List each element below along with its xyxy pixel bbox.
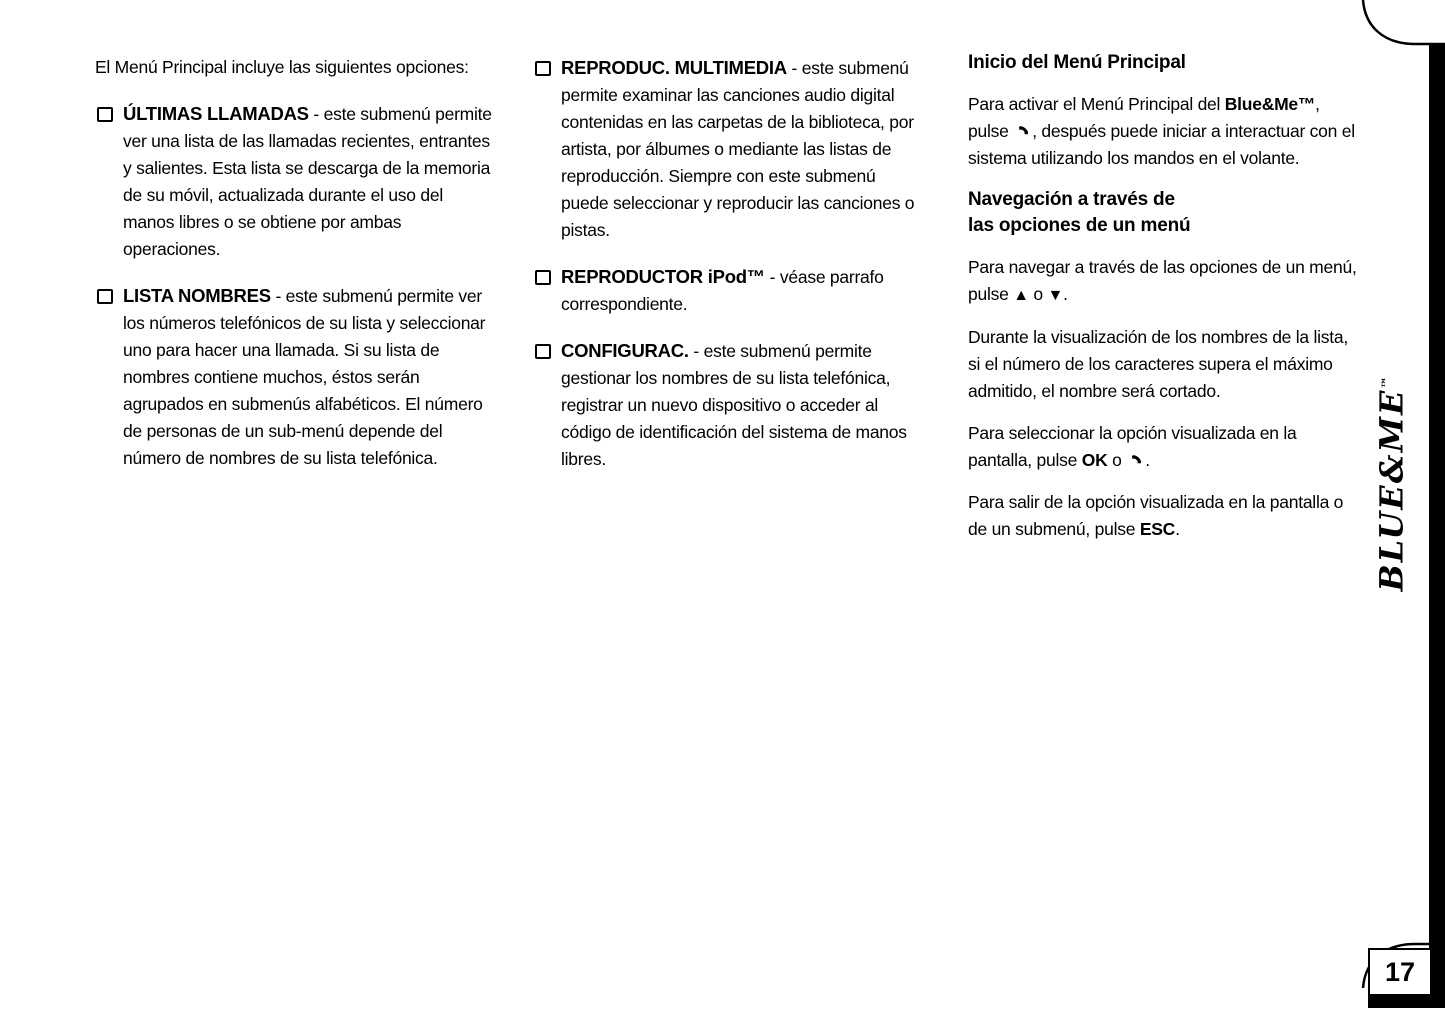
item-body: este submenú permite ver una lista de las llamadas recientes, entrantes y salientes. Esta lista se descarga de la memoria de su móvil, actualizada durante el uso del manos libres o se obtiene por ambas operaciones. bbox=[123, 104, 492, 259]
text-run: o bbox=[1028, 284, 1048, 304]
list-item-reproduc-multimedia bbox=[533, 54, 925, 244]
item-separator: - bbox=[308, 104, 324, 124]
tab-top-curve bbox=[1353, 0, 1445, 48]
paragraph-activar bbox=[968, 91, 1360, 172]
paragraph-seleccionar bbox=[968, 420, 1360, 474]
item-body: este submenú permite examinar las canciones audio digital contenidas en las carpetas de la biblioteca, por artista, por álbumes o mediante las listas de reproducción. Siempre con este submenú puede seleccionar y reproducir las canciones o pistas. bbox=[561, 58, 915, 240]
tab-brand-text: BLUE&ME bbox=[1372, 388, 1411, 592]
heading-line: Navegación a través de bbox=[968, 189, 1175, 210]
square-bullet-icon bbox=[97, 107, 113, 122]
text-run: , después puede iniciar a interactuar con el sistema utilizando los mandos en el volante. bbox=[968, 121, 1355, 168]
text-run: Para navegar a través de las opciones de un menú, pulse bbox=[968, 257, 1357, 304]
square-bullet-icon bbox=[535, 61, 551, 76]
chapter-tab-label bbox=[1372, 377, 1410, 592]
intro-paragraph: El Menú Principal incluye las siguientes opciones: bbox=[95, 57, 469, 77]
list-item-configurac bbox=[533, 337, 925, 473]
section-heading-navegacion bbox=[968, 187, 1360, 239]
square-bullet-icon bbox=[535, 270, 551, 285]
text-run: o bbox=[1107, 450, 1127, 470]
phone-key-icon bbox=[1127, 452, 1144, 469]
edge-black-bar bbox=[1429, 44, 1445, 1008]
heading-line: las opciones de un menú bbox=[968, 215, 1191, 236]
paragraph-navegar bbox=[968, 254, 1360, 309]
section-heading-inicio: Inicio del Menú Principal bbox=[968, 52, 1186, 73]
brand-name: Blue&Me™ bbox=[1224, 94, 1316, 114]
item-title: LISTA NOMBRES bbox=[123, 285, 271, 306]
ok-key-label: OK bbox=[1081, 450, 1108, 470]
bottom-black-band bbox=[1368, 996, 1445, 1008]
item-body: este submenú permite gestionar los nombres de su lista telefónica, registrar un nuevo dispositivo o acceder al código de identificación del sistema de manos libres. bbox=[561, 341, 907, 469]
item-title: REPRODUCTOR iPod™ bbox=[561, 266, 766, 287]
square-bullet-icon bbox=[535, 344, 551, 359]
trademark-symbol: ™ bbox=[1379, 376, 1394, 389]
item-body: este submenú permite ver los números telefónicos de su lista y seleccionar uno para hacer una llamada. Si su lista de nombres contiene muchos, éstos serán agrupados en submenús alfabéticos. El número de personas de un sub-menú depende del número de nombres de su lista telefónica. bbox=[123, 286, 486, 468]
list-item-ultimas-llamadas bbox=[95, 100, 492, 263]
down-triangle-icon: ▼ bbox=[1047, 287, 1064, 304]
text-run: . bbox=[1063, 284, 1068, 304]
square-bullet-icon bbox=[97, 289, 113, 304]
column-left bbox=[95, 54, 492, 491]
item-body: véase parrafo correspondiente. bbox=[561, 267, 884, 314]
item-separator: - bbox=[786, 58, 802, 78]
item-separator: - bbox=[270, 286, 286, 306]
paragraph-visualizacion: Durante la visualización de los nombres de la lista, si el número de los caracteres supera el máximo admitido, el nombre será cortado. bbox=[968, 327, 1348, 401]
item-separator: - bbox=[765, 267, 780, 287]
item-title: ÚLTIMAS LLAMADAS bbox=[123, 103, 309, 124]
up-triangle-icon: ▲ bbox=[1013, 287, 1029, 304]
text-run: . bbox=[1175, 519, 1180, 539]
esc-key-label: ESC bbox=[1139, 519, 1176, 539]
item-title: CONFIGURAC. bbox=[561, 340, 689, 361]
text-run: , pulse bbox=[968, 94, 1320, 141]
page-number: 17 bbox=[1368, 948, 1432, 996]
text-run: Para seleccionar la opción visualizada en la pantalla, pulse bbox=[968, 423, 1297, 470]
column-middle bbox=[533, 54, 925, 492]
phone-key-icon bbox=[1014, 123, 1031, 140]
column-right bbox=[968, 50, 1360, 558]
text-run: Para activar el Menú Principal del bbox=[968, 94, 1225, 114]
text-run: . bbox=[1145, 450, 1150, 470]
chapter-tab bbox=[1354, 358, 1428, 610]
paragraph-salir bbox=[968, 489, 1360, 543]
list-item-reproductor-ipod bbox=[533, 263, 925, 318]
text-run: Para salir de la opción visualizada en la pantalla o de un submenú, pulse bbox=[968, 492, 1344, 539]
list-item-lista-nombres bbox=[95, 282, 492, 472]
item-separator: - bbox=[688, 341, 704, 361]
item-title: REPRODUC. MULTIMEDIA bbox=[561, 57, 787, 78]
